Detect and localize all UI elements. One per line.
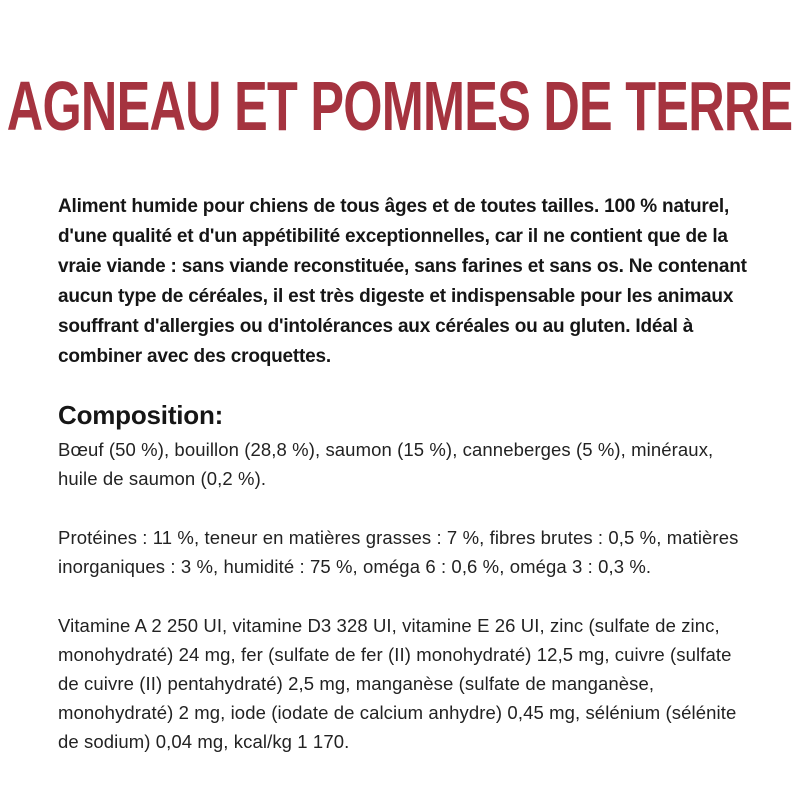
product-title <box>0 67 800 145</box>
product-description-page <box>0 67 800 800</box>
composition-text: Bœuf (50 %), bouillon (28,8 %), saumon (15 %), canneberges (5 %), minéraux, huile de saumon (0,2 %). <box>58 439 714 489</box>
additives-text: Vitamine A 2 250 UI, vitamine D3 328 UI, vitamine E 26 UI, zinc (sulfate de zinc, monohydraté) 24 mg, fer (sulfate de fer (II) monohydraté) 12,5 mg, cuivre (sulfate de cuivre (II) pentahydraté) 2,5 mg, manganèse (sulfate de manganèse, monohydraté) 2 mg, iode (iodate de calcium anhydre) 0,45 mg, sélénium (sélénite de sodium) 0,04 mg, kcal/kg 1 170. <box>58 615 737 752</box>
product-title-text: AGNEAU ET POMMES DE TERRE <box>7 67 793 145</box>
product-text-content <box>0 192 800 756</box>
analytical-constituents-text: Protéines : 11 %, teneur en matières grasses : 7 %, fibres brutes : 0,5 %, matières inorganiques : 3 %, humidité : 75 %, oméga 6 : 0,6 %, oméga 3 : 0,3 %. <box>58 527 739 577</box>
composition-heading: Composition: <box>58 400 224 430</box>
product-description-paragraph: Aliment humide pour chiens de tous âges et de toutes tailles. 100 % naturel, d'une qualité et d'un appétibilité exceptionnelles, car il ne contient que de la vraie viande : sans viande reconstituée, sans farines et sans os. Ne contenant aucun type de céréales, il est très digeste et indispensable pour les animaux souffrant d'allergies ou d'intolérances aux céréales ou au gluten. Idéal à combiner avec des croquettes. <box>58 196 747 367</box>
